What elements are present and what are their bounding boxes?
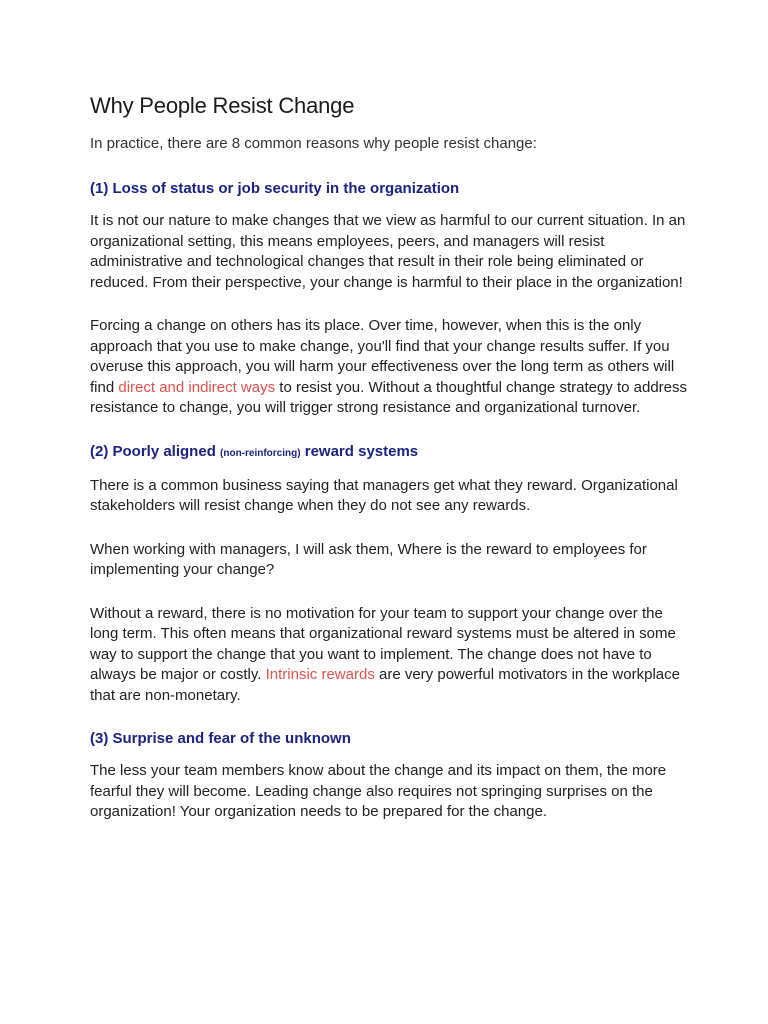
paragraph-text: Forcing a change on others has its place. Over time, however, when this is the only approach that you use to make change, you'll find that your change results suffer. If you overuse this approach, you will harm your effectiveness over the long term as others will find — [90, 317, 675, 396]
heading-small-text: (non-reinforcing) — [220, 447, 301, 459]
section-2-paragraph-2: When working with managers, I will ask them, Where is the reward to employees for implementing your change? — [90, 540, 647, 578]
direct-indirect-ways-link[interactable]: direct and indirect ways — [118, 378, 276, 396]
section-1-paragraph-1: It is not our nature to make changes that we view as harmful to our current situation. In an organizational setting, this means employees, peers, and managers will resist administrative and technological changes that result in their role being eliminated or reduced. From their perspective, your change is harmful to their place in the organization! — [90, 212, 686, 291]
section-2-paragraph-1: There is a common business saying that managers get what they reward. Organizational stakeholders will resist change when they do not see any rewards. — [90, 476, 678, 514]
section-heading-2 — [90, 442, 690, 464]
heading-text: (2) Poorly aligned — [90, 442, 221, 460]
page-title: Why People Resist Change — [90, 93, 355, 118]
paragraph-text: are very powerful motivators in the workplace that are non-monetary. — [90, 666, 680, 704]
paragraph-text: Without a reward, there is no motivation for your team to support your change over the long term. This often means that organizational reward systems must be altered in some way to support the change that you want to implement. The change does not have to always be major or costly. — [90, 604, 676, 683]
section-heading-3: (3) Surprise and fear of the unknown — [90, 730, 351, 747]
section-2-paragraph-3 — [90, 604, 690, 707]
section-heading-1: (1) Loss of status or job security in the organization — [90, 180, 460, 197]
paragraph-text: to resist you. Without a thoughtful change strategy to address resistance to change, you will trigger strong resistance and organizational turnover. — [90, 378, 688, 416]
intrinsic-rewards-link[interactable]: Intrinsic rewards — [265, 666, 375, 683]
section-1-paragraph-2 — [90, 316, 690, 419]
document-page — [90, 92, 690, 846]
heading-text: reward systems — [300, 442, 419, 460]
intro-text: In practice, there are 8 common reasons why people resist change: — [90, 135, 537, 152]
section-3-paragraph-1: The less your team members know about the change and its impact on them, the more fearful they will become. Leading change also requires not springing surprises on the organization! Your organization needs to be prepared for the change. — [90, 762, 667, 820]
